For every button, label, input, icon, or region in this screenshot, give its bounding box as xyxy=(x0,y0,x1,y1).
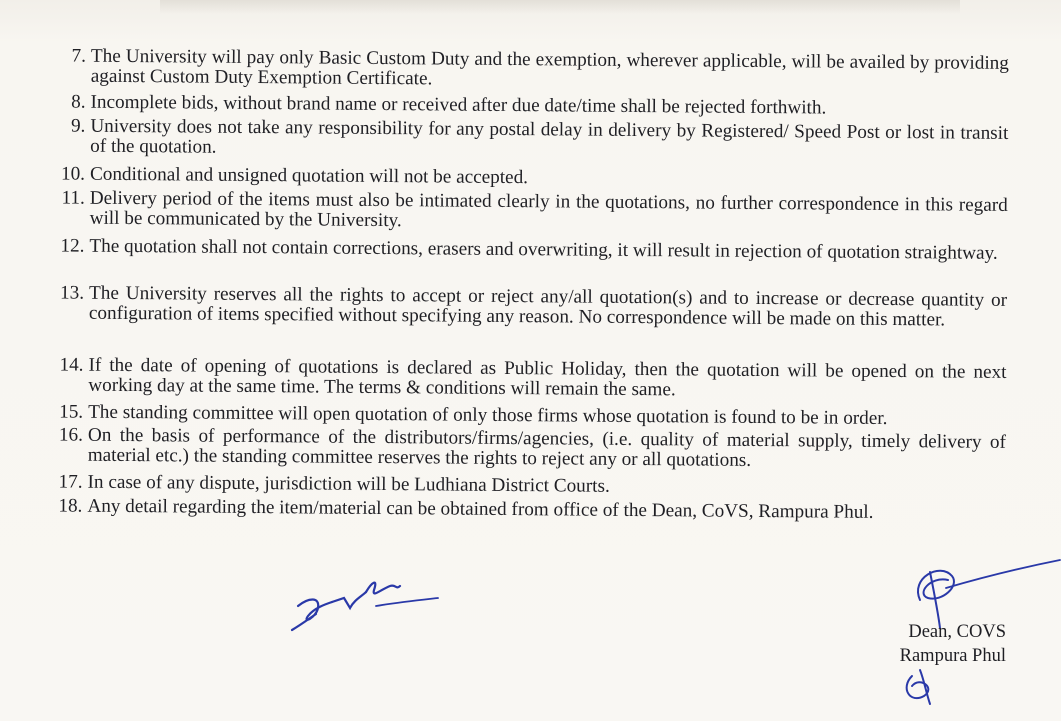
term-text: Conditional and unsigned quotation will not be accepted. xyxy=(89,163,529,189)
term-text: The University will pay only Basic Custom Duty and the exemption, wherever applicable, will be availed by providing against Custom Duty Exemption Certificate. xyxy=(90,45,1009,90)
term-text: Delivery period of the items must also be intimated clearly in the quotations, no further correspondence in this regard will be communicated by the University. xyxy=(89,187,1008,232)
term-item xyxy=(0,91,1061,119)
term-item xyxy=(0,163,1060,189)
term-text: The standing committee will open quotation of only those firms whose quotation is found to be in order. xyxy=(88,401,888,429)
term-number: 9. xyxy=(70,115,86,137)
term-number: 12. xyxy=(60,235,85,257)
term-text: The quotation shall not contain corrections, erasers and overwriting, it will result in rejection of quotation straightway. xyxy=(89,235,998,264)
term-number: 15. xyxy=(59,401,84,423)
term-item xyxy=(0,401,1058,429)
term-text: Any detail regarding the item/material can be obtained from office of the Dean, CoVS, Rampura Phul. xyxy=(87,495,874,523)
term-number: 8. xyxy=(71,91,86,113)
term-item xyxy=(0,282,1059,331)
term-number: 14. xyxy=(59,354,84,376)
terms-list xyxy=(0,45,1061,523)
term-text: The University reserves all the rights to accept or reject any/all quotation(s) and to increase or decrease quantity or configuration of items specified without specifying any reason. No correspondence will be made on this matter. xyxy=(88,282,1008,331)
term-number: 7. xyxy=(71,45,87,67)
handwritten-signature-left xyxy=(280,568,445,638)
term-text: In case of any dispute, jurisdiction will be Ludhiana District Courts. xyxy=(87,471,610,497)
term-number: 17. xyxy=(58,471,83,493)
signatory-title: Dean, COVS xyxy=(908,622,1006,642)
term-item xyxy=(0,235,1059,264)
term-item xyxy=(0,471,1058,497)
signatory-block xyxy=(880,620,1006,668)
term-number: 13. xyxy=(59,282,85,304)
term-text: University does not take any responsibility for any postal delay in delivery by Registered/ Speed Post or lost in transit of the quotation. xyxy=(90,115,1009,158)
term-item xyxy=(0,354,1059,401)
term-number: 16. xyxy=(58,424,84,446)
term-number: 10. xyxy=(60,163,86,185)
term-text: Incomplete bids, without brand name or received after due date/time shall be rejected forthwith. xyxy=(90,91,827,119)
scan-edge-shadow xyxy=(160,0,960,14)
term-number: 18. xyxy=(58,495,83,517)
term-number: 11. xyxy=(61,187,85,209)
term-item xyxy=(0,45,1061,90)
term-text: On the basis of performance of the distributors/firms/agencies, (i.e. quality of material supply, timely delivery of material etc.) the standing committee reserves the rights to reject any or all quotations. xyxy=(87,424,1007,471)
term-text: If the date of opening of quotations is declared as Public Holiday, then the quotation will be opened on the next working day at the same time. The terms & conditions will remain the same. xyxy=(88,354,1007,401)
signatory-location: Rampura Phul xyxy=(899,646,1006,666)
